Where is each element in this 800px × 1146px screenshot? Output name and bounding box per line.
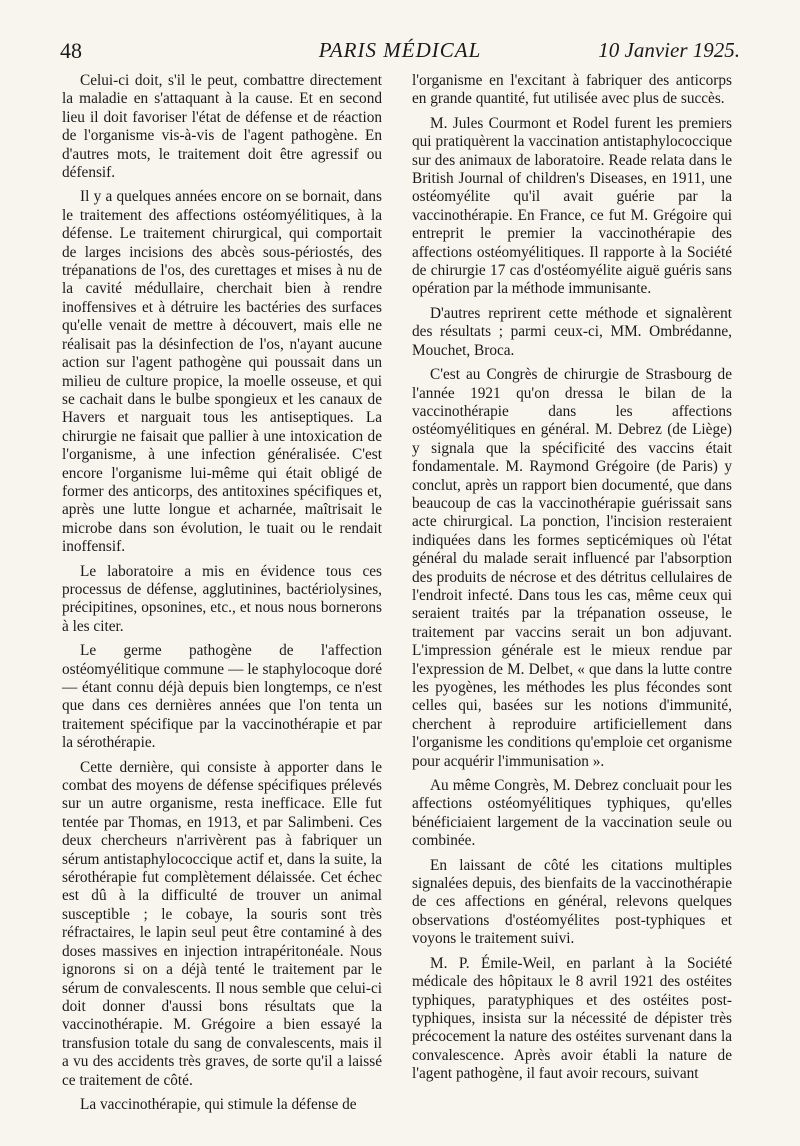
paragraph: M. P. Émile-Weil, en parlant à la Société médicale des hôpitaux le 8 avril 1921 des ostéites typhiques, paratyphiques et des ostéites post-typhiques, insista sur la nécessité de dépister très précocement la nature des ostéites survenant dans la convalescence. Après avoir établi la nature de l'agent pathogène, il faut avoir recours, suivant (412, 954, 732, 1083)
paragraph: Celui-ci doit, s'il le peut, combattre directement la maladie en s'attaquant à la cause. Et en second lieu il doit favoriser l'état de défense et de réaction de l'organisme vis-à-vis de l'agent pathogène. En d'autres mots, le traitement doit être agressif ou défensif. (62, 72, 382, 182)
paragraph-continuation: l'organisme en l'excitant à fabriquer des anticorps en grande quantité, fut utilisée avec plus de succès. (412, 72, 732, 108)
paragraph: C'est au Congrès de chirurgie de Strasbourg de l'année 1921 qu'on dressa le bilan de la vaccinothérapie dans les affections ostéomyélitiques en général. M. Debrez (de Liège) y signala que la spécificité des vaccins était fondamentale. M. Raymond Grégoire (de Paris) y conclut, après un rapport bien documenté, que dans beaucoup de cas la vaccinothérapie guérissait sans acte chirurgical. La ponction, l'incision resteraient indiquées dans les formes septicémiques où l'état général du malade serait influencé par l'absorption des produits de nécrose et des détritus cellulaires de l'endroit infecté. Dans tous les cas, même ceux qui seraient traités par la trépanation osseuse, le traitement par vaccins serait un bon adjuvant. L'impression générale est le mieux rendue par l'expression de M. Delbet, « que dans la lutte contre les pyogènes, les méthodes les plus fécondes sont celles qui, basées sur les notions d'immunité, cherchent à reproduire artificiellement dans l'organisme les conditions qu'emploie cet organisme pour acquérir l'immunisation ». (412, 366, 732, 770)
left-column (62, 72, 382, 1120)
page-header (60, 38, 740, 68)
paragraph: Le laboratoire a mis en évidence tous ces processus de défense, agglutinines, bactériolysines, précipitines, opsonines, etc., et nous nous bornerons à les citer. (62, 562, 382, 635)
paragraph: En laissant de côté les citations multiples signalées depuis, des bienfaits de la vaccinothérapie de ces affections en général, relevons quelques observations d'ostéomyélites post-typhiques et voyons le traitement suivi. (412, 856, 732, 948)
right-column (412, 72, 732, 1090)
paragraph: M. Jules Courmont et Rodel furent les premiers qui pratiquèrent la vaccination antistaphylococcique sur des animaux de laboratoire. Reade relata dans le British Journal of children's Diseases, en 1911, une ostéomyélite qu'il avait guérie par la vaccinothérapie. En France, ce fut M. Grégoire qui entreprit le premier la vaccinothérapie des affections ostéomyélitiques. Il rapporte à la Société de chirurgie 17 cas d'ostéomyélite aiguë guéris sans opération par la méthode immunisante. (412, 114, 732, 298)
paragraph: D'autres reprirent cette méthode et signalèrent des résultats ; parmi ceux-ci, MM. Ombrédanne, Mouchet, Broca. (412, 304, 732, 359)
paragraph: Il y a quelques années encore on se bornait, dans le traitement des affections ostéomyélitiques, à la défense. Le traitement chirurgical, qui comportait de larges incisions des abcès sous-périostés, des trépanations de l'os, des curettages et mises à nu de la cavité médullaire, cherchait bien à rendre inoffensives et à détruire les bactéries des surfaces qu'elle venait de mettre à découvert, mais elle ne réalisait pas la désinfection de l'os, n'ayant aucune action sur l'agent pathogène qui poussait dans un milieu de culture propice, la moelle osseuse, et qui se cachait dans le bulbe spongieux et les canaux de Havers et narguait tous les antiseptiques. La chirurgie ne faisait que pallier à une intoxication de l'organisme, à une infection généralisée. C'est encore l'organisme lui-même qui était obligé de former des anticorps, des antitoxines spécifiques et, après une lutte longue et acharnée, maîtrisait le microbe dans son évolution, le tuait ou le rendait inoffensif. (62, 188, 382, 556)
paragraph: Le germe pathogène de l'affection ostéomyélitique commune — le staphylocoque doré — étant connu déjà depuis bien longtemps, ce n'est que dans ces dernières années que l'on tenta un traitement spécifique par la vaccinothérapie et par la sérothérapie. (62, 642, 382, 752)
paragraph: Au même Congrès, M. Debrez concluait pour les affections ostéomyélitiques typhiques, qu'elles bénéficiaient largement de la vaccination seule ou combinée. (412, 777, 732, 850)
paragraph: La vaccinothérapie, qui stimule la défense de (80, 1095, 357, 1113)
page-number: 48 (60, 38, 82, 63)
paragraph: Cette dernière, qui consiste à apporter dans le combat des moyens de défense spécifiques prélevés sur un autre organisme, resta inefficace. Elle fut tentée par Thomas, en 1913, et par Salimbeni. Ces deux chercheurs n'arrivèrent pas à fabriquer un sérum antistaphylococcique actif et, dans la suite, la sérothérapie fut complètement délaissée. Cet échec est dû à la difficulté de trouver un animal susceptible ; le cobaye, la souris sont très réfractaires, le lapin seul peut être contaminé à des doses massives en injection intrapéritonéale. Nous ignorons si on a déjà tenté le traitement par le sérum de convalescents. Il nous semble que celui-ci doit donner d'aussi bons résultats que la vaccinothérapie. M. Grégoire a bien essayé la transfusion totale du sang de convalescents, mais il a vu des accidents très graves, de sorte qu'il a laissé ce traitement de côté. (62, 758, 382, 1089)
journal-title: PARIS MÉDICAL (318, 38, 482, 62)
issue-date: 10 Janvier 1925. (598, 38, 740, 62)
